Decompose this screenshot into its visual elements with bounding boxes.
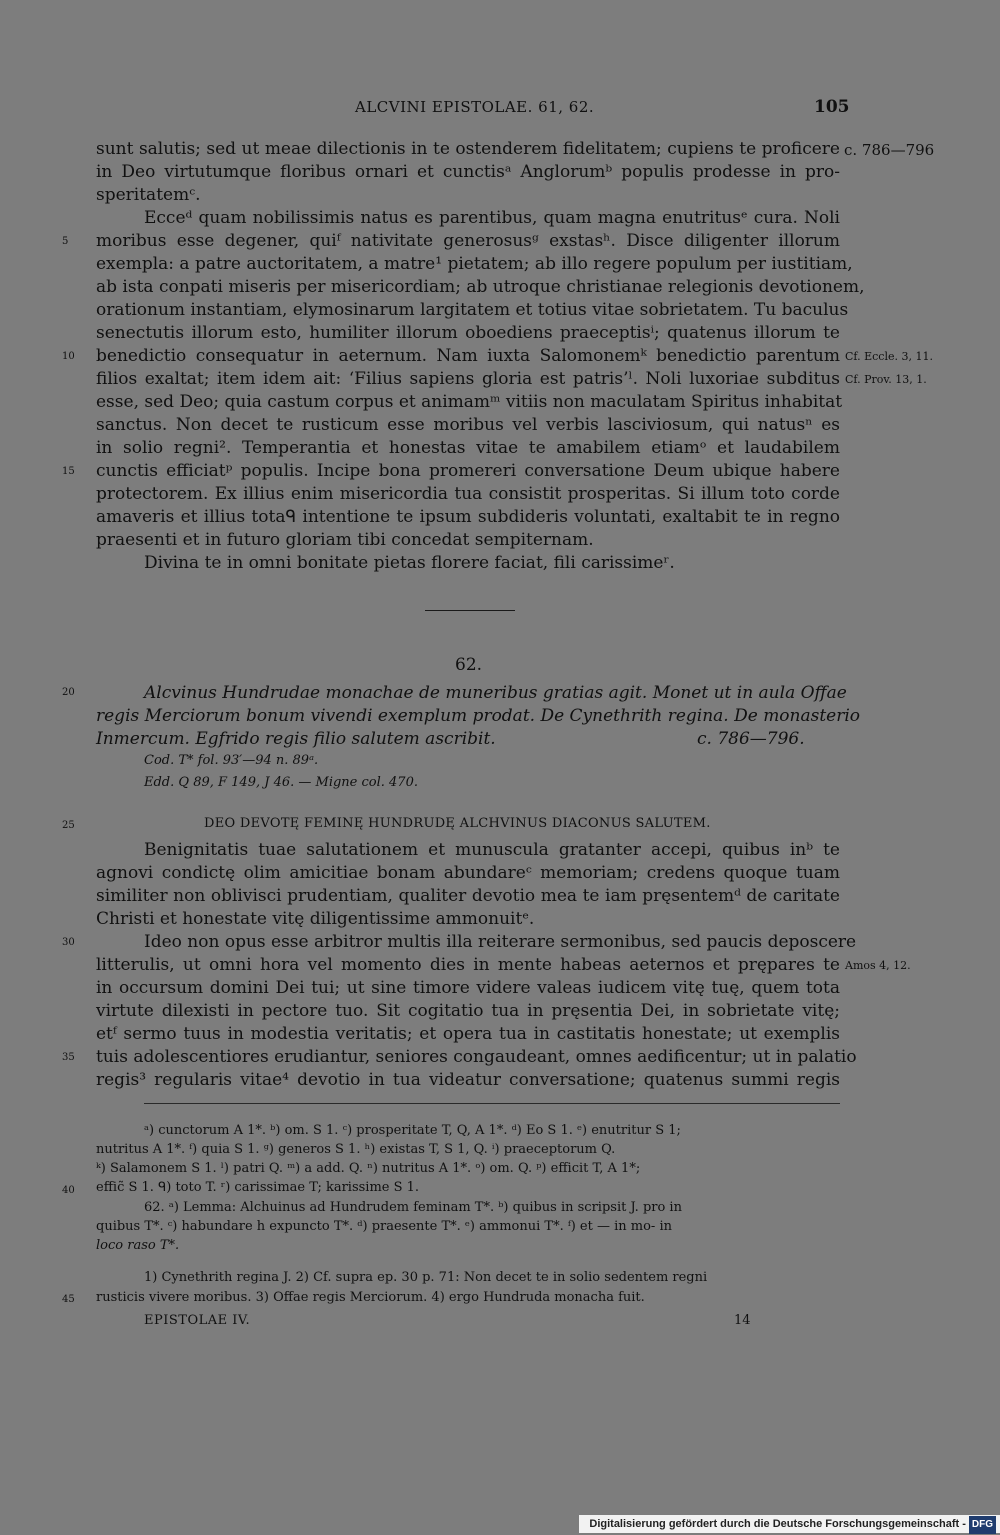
text-line: senectutis illorum esto, humiliter illorum oboediens praeceptisⁱ; quatenus illorum te <box>96 323 840 343</box>
apparatus-line: ᵃ) cunctorum A 1*. ᵇ) om. S 1. ᶜ) prosperitate T, Q, A 1*. ᵈ) Eo S 1. ᵉ) enutritur S 1; <box>144 1123 681 1138</box>
text-line: filios exaltat; item idem ait: ‘Filius sapiens gloria est patris’ˡ. Noli luxoriae subditus <box>96 369 840 389</box>
credit-text: Digitalisierung gefördert durch die Deutsche Forschungsgemeinschaft - <box>589 1518 966 1530</box>
text-line: litterulis, ut omni hora vel momento dies in mente habeas aeternos et prępares te <box>96 955 840 975</box>
margin-reference: Cf. Prov. 13, 1. <box>845 373 927 386</box>
text-line: cunctis efficiatᵖ populis. Incipe bona promereri conversatione Deum ubique habere <box>96 461 840 481</box>
text-line: moribus esse degener, quiᶠ nativitate generosusᵍ exstasʰ. Disce diligenter illorum <box>96 231 840 251</box>
line-number: 10 <box>62 351 75 362</box>
text-line: virtute dilexisti in pectore tuo. Sit cogitatio tua in pręsentia Dei, in sobrietate vitę; <box>96 1001 840 1021</box>
line-number: 30 <box>62 937 75 948</box>
salutation: DEO DEVOTĘ FEMINĘ HUNDRUDĘ ALCHVINUS DIACONUS SALUTEM. <box>204 816 711 831</box>
section-separator <box>425 610 515 611</box>
summary-date: c. 786—796. <box>697 729 805 749</box>
text-line: in Deo virtutumque floribus ornari et cunctisᵃ Anglorumᵇ populis prodesse in pro- <box>96 162 840 182</box>
text-line: Benignitatis tuae salutationem et munuscula gratanter accepi, quibus inᵇ te <box>144 840 840 860</box>
apparatus-line: ᵏ) Salamonem S 1. ˡ) patri Q. ᵐ) a add. Q. ⁿ) nutritus A 1*. ᵒ) om. Q. ᵖ) efficit T, A 1*; <box>96 1161 641 1176</box>
line-number: 45 <box>62 1294 75 1305</box>
digitization-credit <box>579 1515 1000 1533</box>
apparatus-line: quibus T*. ᶜ) habundare h expuncto T*. ᵈ) praesente T*. ᵉ) ammonui T*. ᶠ) et — in mo- in <box>96 1219 672 1234</box>
running-title: ALCVINI EPISTOLAE. 61, 62. <box>355 98 595 116</box>
margin-reference: Cf. Eccle. 3, 11. <box>845 350 933 363</box>
text-line: ab ista conpati miseris per misericordiam; ab utroque christianae relegionis devotionem, <box>96 277 865 297</box>
text-line: praesenti et in futuro gloriam tibi concedat sempiternam. <box>96 530 594 550</box>
text-line: exempla: a patre auctoritatem, a matre¹ pietatem; ab illo regere populum per iustitiam, <box>96 254 853 274</box>
page-number: 105 <box>814 97 850 117</box>
apparatus-line: effic̃ S 1. ᑫ) toto T. ʳ) carissimae T; karissime S 1. <box>96 1180 420 1195</box>
signature-mark: EPISTOLAE IV. <box>144 1313 251 1328</box>
line-number: 25 <box>62 820 75 831</box>
apparatus-line: 62. ᵃ) Lemma: Alchuinus ad Hundrudem feminam T*. ᵇ) quibus in scripsit J. pro in <box>144 1200 682 1215</box>
text-line: sunt salutis; sed ut meae dilectionis in te ostenderem fidelitatem; cupiens te proficere <box>96 139 840 159</box>
text-line: in occursum domini Dei tui; ut sine timore videre valeas iudicem vitę tuę, quem tota <box>96 978 840 998</box>
line-number: 40 <box>62 1185 75 1196</box>
margin-reference: Amos 4, 12. <box>845 959 911 972</box>
apparatus-line: loco raso T*. <box>96 1238 180 1253</box>
footnote-line: 1) Cynethrith regina J. 2) Cf. supra ep. 30 p. 71: Non decet te in solio sedentem regni <box>144 1270 708 1285</box>
footnote-line: rusticis vivere moribus. 3) Offae regis Merciorum. 4) ergo Hundruda monacha fuit. <box>96 1290 645 1305</box>
text-line: speritatemᶜ. <box>96 185 201 205</box>
letter-number: 62. <box>455 655 483 675</box>
signature-number: 14 <box>734 1313 751 1328</box>
text-line: agnovi condictę olim amicitiae bonam abundareᶜ memoriam; credens quoque tuam <box>96 863 840 883</box>
text-line: regis³ regularis vitae⁴ devotio in tua videatur conversatione; quatenus summi regis <box>96 1070 840 1090</box>
dfg-logo: DFG <box>969 1516 996 1534</box>
text-line: tuis adolescentiores erudiantur, seniores congaudeant, omnes aedificentur; ut in palatio <box>96 1047 857 1067</box>
text-line: benedictio consequatur in aeternum. Nam iuxta Salomonemᵏ benedictio parentum <box>96 346 840 366</box>
summary-line: Alcvinus Hundrudae monachae de muneribus gratias agit. Monet ut in aula Offae <box>144 683 847 703</box>
text-line: Ecceᵈ quam nobilissimis natus es parentibus, quam magna enutritusᵉ cura. Noli <box>144 208 840 228</box>
codex-line: Cod. T* fol. 93′—94 n. 89ᵃ. <box>144 753 319 768</box>
text-line: esse, sed Deo; quia castum corpus et animamᵐ vitiis non maculatam Spiritus inhabitat <box>96 392 843 412</box>
text-line: protectorem. Ex illius enim misericordia tua consistit prosperitas. Si illum toto corde <box>96 484 840 504</box>
summary-line: Inmercum. Egfrido regis filio salutem ascribit. <box>96 729 496 749</box>
editions-line: Edd. Q 89, F 149, J 46. — Migne col. 470. <box>144 775 418 790</box>
line-number: 35 <box>62 1052 75 1063</box>
apparatus-rule <box>144 1103 840 1104</box>
margin-date: c. 786—796 <box>844 141 935 159</box>
line-number: 5 <box>62 236 69 247</box>
text-line: etᶠ sermo tuus in modestia veritatis; et opera tua in castitatis honestate; ut exemplis <box>96 1024 840 1044</box>
text-line: Christi et honestate vitę diligentissime ammonuitᵉ. <box>96 909 535 929</box>
summary-line: regis Merciorum bonum vivendi exemplum prodat. De Cynethrith regina. De monasterio <box>96 706 861 726</box>
text-line: orationum instantiam, elymosinarum largitatem et totius vitae sobrietatem. Tu baculus <box>96 300 849 320</box>
text-line: sanctus. Non decet te rusticum esse moribus vel verbis lasciviosum, qui natusⁿ es <box>96 415 840 435</box>
text-line: Ideo non opus esse arbitror multis illa reiterare sermonibus, sed paucis deposcere <box>144 932 857 952</box>
line-number: 20 <box>62 687 75 698</box>
text-line: amaveris et illius totaᑫ intentione te ipsum subdideris voluntati, exaltabit te in regno <box>96 507 840 527</box>
line-number: 15 <box>62 466 75 477</box>
text-line: in solio regni². Temperantia et honestas vitae te amabilem etiamᵒ et laudabilem <box>96 438 840 458</box>
text-line: Divina te in omni bonitate pietas florere faciat, fili carissimeʳ. <box>144 553 675 573</box>
apparatus-line: nutritus A 1*. ᶠ) quia S 1. ᵍ) generos S 1. ʰ) existas T, S 1, Q. ⁱ) praeceptorum Q. <box>96 1142 616 1157</box>
text-line: similiter non oblivisci prudentiam, qualiter devotio mea te iam pręsentemᵈ de caritate <box>96 886 840 906</box>
